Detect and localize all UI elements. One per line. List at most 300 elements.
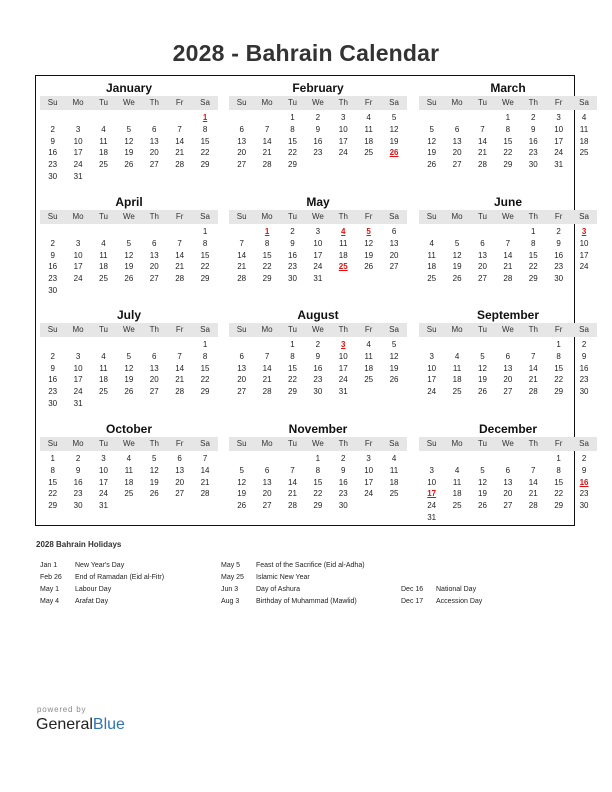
- day-cell: 2: [50, 351, 55, 361]
- day-cell: 25: [99, 274, 108, 284]
- day-cell: [521, 339, 546, 351]
- day-cell: 19: [427, 148, 437, 158]
- weekday-label: Sa: [389, 439, 399, 448]
- day-cell: 13: [149, 363, 159, 373]
- calendar-grid: [35, 75, 589, 526]
- day-cell: 1: [202, 227, 208, 236]
- week-row: [40, 453, 218, 465]
- day-cell: 16: [554, 250, 564, 260]
- holiday-day-cell: 1: [264, 227, 270, 236]
- holiday-day-cell: 3: [581, 227, 587, 236]
- weekday-label: Mo: [451, 98, 463, 107]
- weekday-label: Su: [47, 212, 58, 221]
- brand-blue: Blue: [92, 716, 125, 733]
- day-cell: [167, 226, 192, 238]
- month-name: January: [105, 81, 153, 95]
- day-cell: 2: [341, 454, 346, 463]
- day-cell: [91, 398, 116, 410]
- day-cell: 22: [200, 375, 210, 385]
- day-cell: 30: [73, 501, 83, 511]
- day-cell: [280, 453, 305, 465]
- day-cell: [331, 159, 356, 171]
- day-cell: 2: [50, 124, 55, 134]
- day-cell: 8: [202, 124, 208, 134]
- day-cell: 18: [124, 477, 134, 487]
- holiday-date: Feb 26: [40, 574, 62, 581]
- day-cell: 25: [364, 375, 374, 385]
- day-cell: 7: [264, 351, 270, 361]
- day-cell: 3: [341, 113, 346, 122]
- week-row: [229, 136, 407, 148]
- day-cell: 28: [237, 274, 247, 284]
- day-cell: 20: [175, 477, 185, 487]
- weekday-label: Su: [426, 439, 437, 448]
- month-name: August: [297, 308, 339, 322]
- day-cell: 16: [579, 363, 589, 373]
- day-cell: 31: [427, 512, 437, 522]
- day-cell: [381, 273, 406, 285]
- day-cell: 12: [427, 136, 437, 146]
- weekday-label: Sa: [200, 439, 210, 448]
- day-cell: [571, 273, 596, 285]
- holiday-item: [401, 584, 556, 596]
- weekday-label: Mo: [451, 325, 463, 334]
- day-cell: [142, 171, 167, 183]
- day-cell: [116, 171, 141, 183]
- month-april: [40, 194, 218, 297]
- day-cell: 27: [503, 387, 513, 397]
- day-cell: 18: [452, 489, 462, 499]
- day-cell: 23: [579, 489, 589, 499]
- day-cell: 6: [239, 124, 244, 134]
- day-cell: 21: [478, 148, 487, 158]
- week-row: [419, 488, 597, 500]
- weekday-label: Mo: [72, 212, 84, 221]
- day-cell: [91, 339, 116, 351]
- day-cell: [470, 512, 495, 524]
- day-cell: 4: [454, 351, 460, 361]
- day-cell: 26: [124, 387, 134, 397]
- day-cell: 27: [389, 262, 399, 272]
- day-cell: 26: [427, 160, 437, 170]
- day-cell: 14: [262, 136, 272, 146]
- weekday-label: Sa: [579, 98, 589, 107]
- month-october: [40, 421, 218, 512]
- week-row: [419, 226, 597, 238]
- holiday-column: [221, 560, 406, 608]
- day-cell: [419, 339, 444, 351]
- day-cell: 12: [149, 465, 159, 475]
- holiday-name: Arafat Day: [75, 598, 109, 605]
- day-cell: [546, 512, 571, 524]
- day-cell: 25: [427, 274, 437, 284]
- day-cell: 28: [478, 160, 487, 170]
- weekday-label: Su: [426, 212, 437, 221]
- day-cell: [444, 339, 469, 351]
- day-cell: 30: [528, 160, 538, 170]
- holiday-name: Birthday of Muhammad (Mawlid): [256, 598, 357, 605]
- weekday-label: Mo: [72, 439, 84, 448]
- month-name: February: [292, 81, 344, 95]
- brand-general: General: [36, 716, 93, 733]
- day-cell: 7: [202, 454, 208, 463]
- week-row: [419, 261, 597, 273]
- day-cell: 4: [101, 238, 106, 248]
- day-cell: 22: [554, 375, 564, 385]
- day-cell: 5: [391, 113, 397, 122]
- day-cell: 20: [478, 262, 487, 272]
- day-cell: 11: [364, 351, 373, 361]
- day-cell: 23: [579, 375, 589, 385]
- weekday-label: Sa: [389, 98, 399, 107]
- day-cell: 15: [200, 136, 210, 146]
- day-cell: 20: [149, 262, 159, 272]
- day-cell: 13: [503, 477, 513, 487]
- day-cell: 16: [73, 477, 83, 487]
- day-cell: 14: [288, 477, 297, 487]
- day-cell: 8: [315, 465, 321, 475]
- holiday-item: [221, 584, 406, 596]
- day-cell: [167, 285, 192, 297]
- holiday-column: [401, 584, 556, 608]
- day-cell: 28: [528, 387, 538, 397]
- week-row: [40, 171, 218, 183]
- weekday-label: Tu: [98, 325, 108, 334]
- day-cell: 27: [503, 501, 513, 511]
- day-cell: 8: [50, 465, 55, 475]
- day-cell: 5: [126, 124, 132, 134]
- month-september: [419, 307, 597, 398]
- day-cell: 14: [175, 250, 185, 260]
- day-cell: 27: [237, 160, 247, 170]
- day-cell: 10: [427, 477, 437, 487]
- weekday-label: Sa: [200, 325, 210, 334]
- day-cell: [65, 112, 90, 124]
- day-cell: 12: [124, 136, 134, 146]
- month-name: March: [490, 81, 526, 95]
- day-cell: 21: [200, 477, 210, 487]
- day-cell: 11: [99, 363, 108, 373]
- day-cell: 2: [531, 113, 536, 122]
- day-cell: 14: [237, 250, 247, 260]
- day-cell: 2: [75, 454, 81, 463]
- day-cell: 29: [200, 387, 210, 397]
- day-cell: 24: [579, 262, 589, 272]
- day-cell: [495, 226, 520, 238]
- day-cell: 8: [556, 351, 561, 361]
- weekday-label: We: [311, 98, 324, 107]
- weekday-label: We: [501, 212, 514, 221]
- day-cell: [521, 453, 546, 465]
- day-cell: 21: [175, 262, 185, 272]
- day-cell: 13: [262, 477, 272, 487]
- day-cell: 18: [364, 136, 374, 146]
- weekday-label: Mo: [261, 439, 273, 448]
- day-cell: 11: [452, 363, 462, 373]
- day-cell: 19: [149, 477, 159, 487]
- week-row: [40, 488, 218, 500]
- weekday-label: Sa: [579, 439, 589, 448]
- weekday-label: Fr: [554, 98, 563, 107]
- day-cell: 7: [264, 124, 270, 134]
- day-cell: 27: [262, 501, 272, 511]
- day-cell: 1: [202, 340, 208, 349]
- weekday-label: Fr: [364, 439, 373, 448]
- day-cell: 3: [75, 124, 81, 134]
- weekday-label: Th: [338, 212, 348, 221]
- weekday-label: Mo: [261, 98, 273, 107]
- day-cell: 25: [452, 501, 462, 511]
- day-cell: [142, 339, 167, 351]
- day-cell: 19: [124, 262, 134, 272]
- day-cell: 12: [364, 238, 374, 248]
- day-cell: [91, 171, 116, 183]
- day-cell: [381, 386, 406, 398]
- week-row: [229, 250, 407, 262]
- day-cell: 8: [556, 465, 561, 475]
- week-row: [229, 112, 407, 124]
- weekday-label: Tu: [98, 439, 108, 448]
- week-row: [419, 374, 597, 386]
- day-cell: 7: [177, 238, 182, 248]
- day-cell: 25: [579, 148, 589, 158]
- week-row: [229, 226, 407, 238]
- day-cell: 1: [315, 454, 321, 463]
- week-row: [419, 363, 597, 375]
- holiday-date: Jun 3: [221, 586, 239, 593]
- day-cell: [142, 398, 167, 410]
- holiday-item: [221, 560, 406, 572]
- day-cell: 12: [124, 363, 134, 373]
- weekday-label: Su: [47, 439, 58, 448]
- day-cell: 8: [290, 351, 295, 361]
- day-cell: 12: [452, 250, 462, 260]
- day-cell: 6: [177, 454, 182, 463]
- generalblue-logo[interactable]: [36, 716, 125, 734]
- day-cell: [229, 339, 254, 351]
- holiday-name: New Year's Day: [75, 562, 125, 569]
- weekday-header: [40, 437, 218, 451]
- day-cell: 19: [478, 489, 487, 499]
- day-cell: 8: [505, 124, 511, 134]
- day-cell: 26: [389, 375, 399, 385]
- day-cell: 28: [288, 501, 297, 511]
- week-row: [40, 159, 218, 171]
- day-cell: 12: [124, 250, 134, 260]
- day-cell: [116, 226, 141, 238]
- weekday-label: Tu: [287, 98, 297, 107]
- day-cell: 22: [503, 148, 513, 158]
- day-cell: 13: [478, 250, 487, 260]
- weekday-label: We: [311, 439, 324, 448]
- weekday-label: Th: [338, 98, 348, 107]
- day-cell: 15: [528, 250, 538, 260]
- day-cell: 2: [290, 227, 295, 236]
- day-cell: 4: [126, 454, 132, 463]
- holiday-day-cell: 3: [341, 340, 346, 349]
- day-cell: 7: [290, 465, 295, 475]
- day-cell: 4: [366, 340, 371, 349]
- day-cell: 23: [48, 387, 58, 397]
- week-row: [229, 488, 407, 500]
- day-cell: 17: [73, 262, 83, 272]
- day-cell: [65, 285, 90, 297]
- weekday-label: Fr: [554, 325, 563, 334]
- day-cell: 17: [364, 477, 374, 487]
- week-row: [419, 112, 597, 124]
- day-cell: [356, 500, 381, 512]
- day-cell: [470, 226, 495, 238]
- month-november: [229, 421, 407, 512]
- day-cell: 30: [579, 387, 589, 397]
- day-cell: 18: [452, 375, 462, 385]
- day-cell: 21: [503, 262, 513, 272]
- day-cell: [381, 500, 406, 512]
- week-row: [40, 112, 218, 124]
- day-cell: 4: [101, 351, 106, 361]
- week-row: [419, 124, 597, 136]
- day-cell: [571, 512, 596, 524]
- weekday-label: Su: [236, 98, 247, 107]
- week-row: [229, 351, 407, 363]
- weekday-label: Mo: [72, 325, 84, 334]
- day-cell: [167, 339, 192, 351]
- day-cell: 24: [554, 148, 564, 158]
- day-cell: 28: [175, 274, 185, 284]
- day-cell: 2: [581, 454, 587, 463]
- day-cell: 1: [290, 113, 295, 122]
- day-cell: 15: [503, 136, 513, 146]
- day-cell: 9: [341, 465, 346, 475]
- weekday-header: [419, 323, 597, 337]
- day-cell: [419, 226, 444, 238]
- week-row: [40, 398, 218, 410]
- month-march: [419, 80, 597, 171]
- day-cell: 11: [452, 477, 462, 487]
- month-name: November: [288, 422, 348, 436]
- day-cell: 16: [288, 250, 297, 260]
- day-cell: 9: [315, 351, 321, 361]
- holiday-date: Dec 16: [401, 586, 424, 593]
- week-row: [419, 465, 597, 477]
- day-cell: 28: [175, 160, 185, 170]
- day-cell: 20: [389, 250, 399, 260]
- weekday-label: Tu: [98, 98, 108, 107]
- day-cell: 22: [262, 262, 272, 272]
- day-cell: [331, 273, 356, 285]
- day-cell: 30: [48, 285, 58, 295]
- week-row: [419, 512, 597, 524]
- day-cell: 4: [366, 113, 371, 122]
- day-cell: [444, 226, 469, 238]
- day-cell: 3: [75, 238, 81, 248]
- day-cell: 25: [124, 489, 134, 499]
- weekday-header: [229, 210, 407, 224]
- day-cell: 28: [200, 489, 210, 499]
- day-cell: 11: [389, 465, 399, 475]
- day-cell: 5: [429, 124, 434, 134]
- weekday-label: Su: [47, 98, 58, 107]
- weekday-label: Th: [149, 439, 159, 448]
- weekday-label: Tu: [287, 325, 297, 334]
- weekday-header: [229, 437, 407, 451]
- day-cell: 16: [338, 477, 348, 487]
- day-cell: [444, 112, 469, 124]
- day-cell: 6: [505, 465, 511, 475]
- day-cell: 27: [478, 274, 487, 284]
- weekday-header: [419, 437, 597, 451]
- day-cell: 25: [452, 387, 462, 397]
- week-row: [40, 465, 218, 477]
- day-cell: 7: [239, 238, 244, 248]
- weekday-label: Th: [149, 212, 159, 221]
- day-cell: 27: [149, 387, 159, 397]
- day-cell: 6: [152, 124, 157, 134]
- day-cell: [65, 339, 90, 351]
- day-cell: 2: [556, 227, 561, 236]
- day-cell: 31: [338, 387, 348, 397]
- day-cell: 9: [50, 136, 55, 146]
- day-cell: [381, 159, 406, 171]
- day-cell: 20: [262, 489, 272, 499]
- day-cell: [91, 226, 116, 238]
- holiday-name: National Day: [436, 586, 477, 593]
- day-cell: 22: [288, 375, 297, 385]
- week-row: [229, 465, 407, 477]
- day-cell: 11: [99, 250, 108, 260]
- week-row: [40, 273, 218, 285]
- day-cell: 18: [389, 477, 399, 487]
- day-cell: 23: [554, 262, 564, 272]
- day-cell: 23: [288, 262, 297, 272]
- day-cell: 9: [556, 238, 561, 248]
- day-cell: [521, 512, 546, 524]
- day-cell: 21: [262, 375, 272, 385]
- day-cell: 24: [99, 489, 108, 499]
- week-row: [419, 386, 597, 398]
- day-cell: 30: [313, 387, 323, 397]
- day-cell: 22: [200, 148, 210, 158]
- day-cell: 29: [200, 160, 210, 170]
- day-cell: 18: [364, 363, 374, 373]
- day-cell: 21: [175, 148, 185, 158]
- day-cell: [305, 159, 330, 171]
- holiday-day-cell: 17: [427, 489, 437, 499]
- day-cell: 21: [262, 148, 272, 158]
- day-cell: 13: [503, 363, 513, 373]
- day-cell: 13: [175, 465, 185, 475]
- holiday-date: May 25: [221, 574, 244, 581]
- day-cell: 6: [152, 351, 157, 361]
- day-cell: [229, 112, 254, 124]
- day-cell: [91, 112, 116, 124]
- day-cell: 7: [531, 465, 536, 475]
- holiday-name: Islamic New Year: [256, 574, 310, 581]
- weekday-label: Tu: [477, 325, 487, 334]
- day-cell: 26: [124, 160, 134, 170]
- day-cell: [40, 226, 65, 238]
- day-cell: 3: [429, 351, 434, 361]
- day-cell: 21: [528, 489, 538, 499]
- day-cell: 2: [50, 238, 55, 248]
- weekday-label: We: [501, 439, 514, 448]
- day-cell: [495, 453, 520, 465]
- weekday-label: We: [122, 439, 135, 448]
- day-cell: [167, 500, 192, 512]
- week-row: [419, 238, 597, 250]
- weekday-label: Tu: [477, 212, 487, 221]
- holiday-day-cell: 26: [389, 148, 399, 158]
